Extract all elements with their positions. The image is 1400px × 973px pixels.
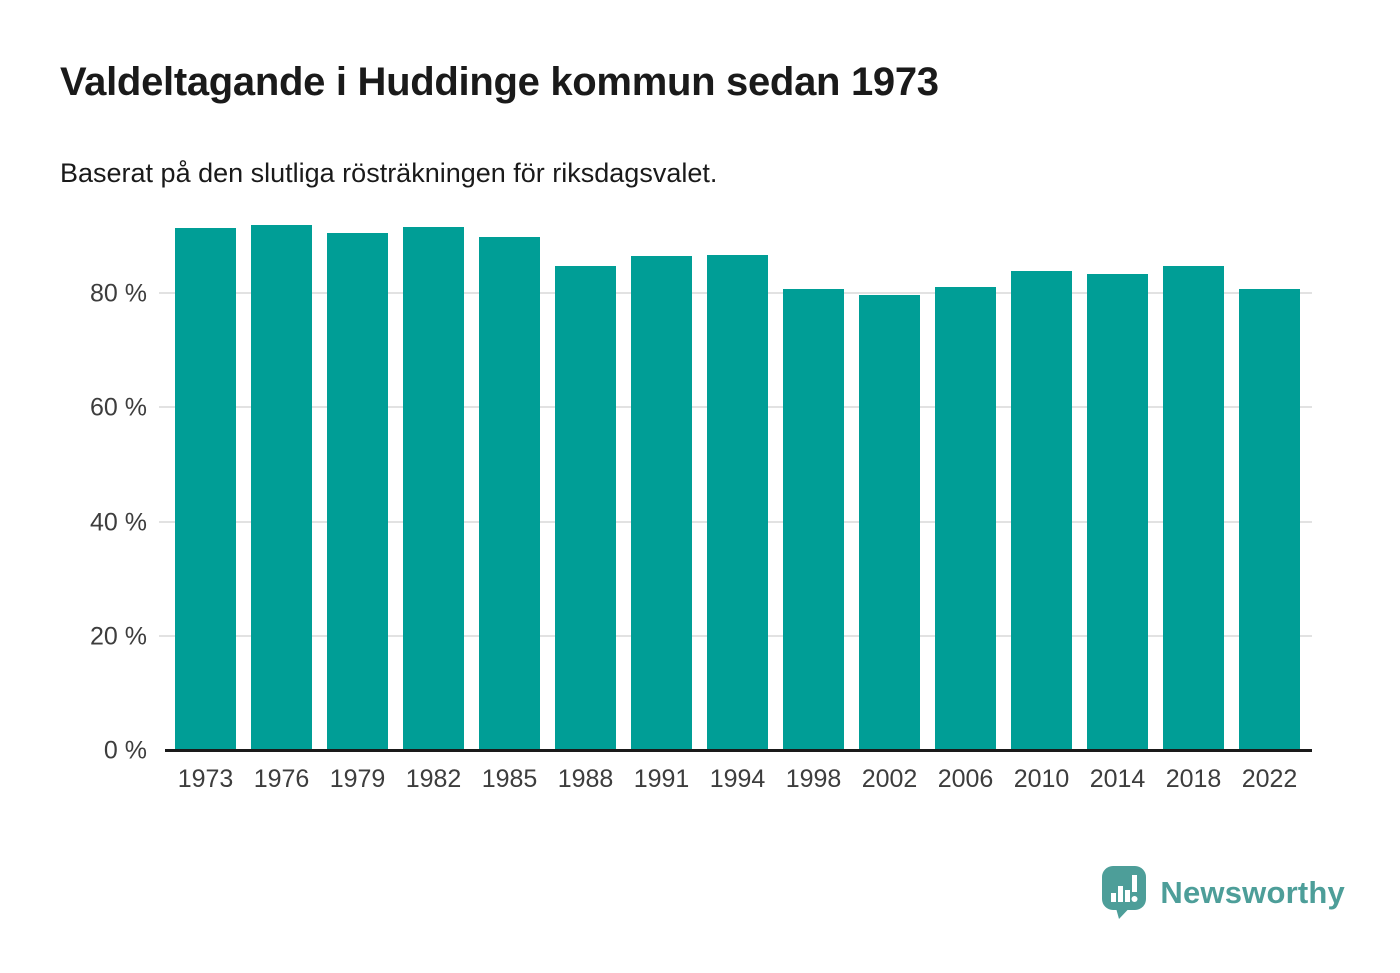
x-tick-label-1985: 1985 [481, 765, 538, 793]
x-tick-label-2010: 2010 [1013, 765, 1070, 793]
newsworthy-logo [1102, 866, 1345, 919]
bars-container [165, 180, 1312, 751]
x-tick-label-1976: 1976 [253, 765, 310, 793]
y-tick-label-20: 20 % [90, 622, 147, 651]
x-axis-line [165, 749, 1312, 752]
bar-1976 [251, 225, 312, 751]
bar-1985 [479, 237, 540, 751]
bar-1973 [175, 228, 236, 751]
logo-exclamation-stem [1132, 875, 1137, 892]
y-tick-label-40: 40 % [90, 508, 147, 537]
bar-2014 [1087, 274, 1148, 751]
x-tick-label-1988: 1988 [557, 765, 614, 793]
x-tick-label-1973: 1973 [177, 765, 234, 793]
x-tick-label-1998: 1998 [785, 765, 842, 793]
y-tick-label-80: 80 % [90, 279, 147, 308]
bar-2022 [1239, 289, 1300, 752]
bar-1988 [555, 266, 616, 751]
bar-2018 [1163, 266, 1224, 751]
bar-1991 [631, 256, 692, 751]
x-tick-label-1979: 1979 [329, 765, 386, 793]
logo-bar-mid [1125, 890, 1130, 902]
logo-bar-small [1111, 893, 1116, 902]
bar-1998 [783, 289, 844, 751]
bar-1994 [707, 255, 768, 751]
y-tick-label-60: 60 % [90, 393, 147, 422]
x-tick-label-2006: 2006 [937, 765, 994, 793]
plot-area [90, 180, 1312, 793]
x-axis-labels [165, 765, 1312, 794]
bar-2010 [1011, 271, 1072, 751]
x-tick-label-2018: 2018 [1165, 765, 1222, 793]
bar-2002 [859, 295, 920, 751]
x-tick-label-1991: 1991 [633, 765, 690, 793]
x-tick-label-1994: 1994 [709, 765, 766, 793]
newsworthy-logo-icon [1102, 866, 1146, 919]
x-tick-label-2022: 2022 [1241, 765, 1298, 793]
x-tick-label-2014: 2014 [1089, 765, 1146, 793]
chart-subtitle: Baserat på den slutliga rösträkningen för riksdagsvalet. [60, 158, 718, 188]
bar-2006 [935, 287, 996, 751]
x-tick-label-1982: 1982 [405, 765, 462, 793]
logo-exclamation-dot [1132, 896, 1138, 902]
newsworthy-logo-text: Newsworthy [1160, 874, 1345, 910]
x-tick-label-2002: 2002 [861, 765, 918, 793]
bar-1982 [403, 227, 464, 751]
y-tick-label-0: 0 % [103, 736, 147, 765]
bar-1979 [327, 233, 388, 751]
logo-bar-tall [1118, 886, 1123, 902]
chart-title: Valdeltagande i Huddinge kommun sedan 1973 [60, 60, 939, 104]
